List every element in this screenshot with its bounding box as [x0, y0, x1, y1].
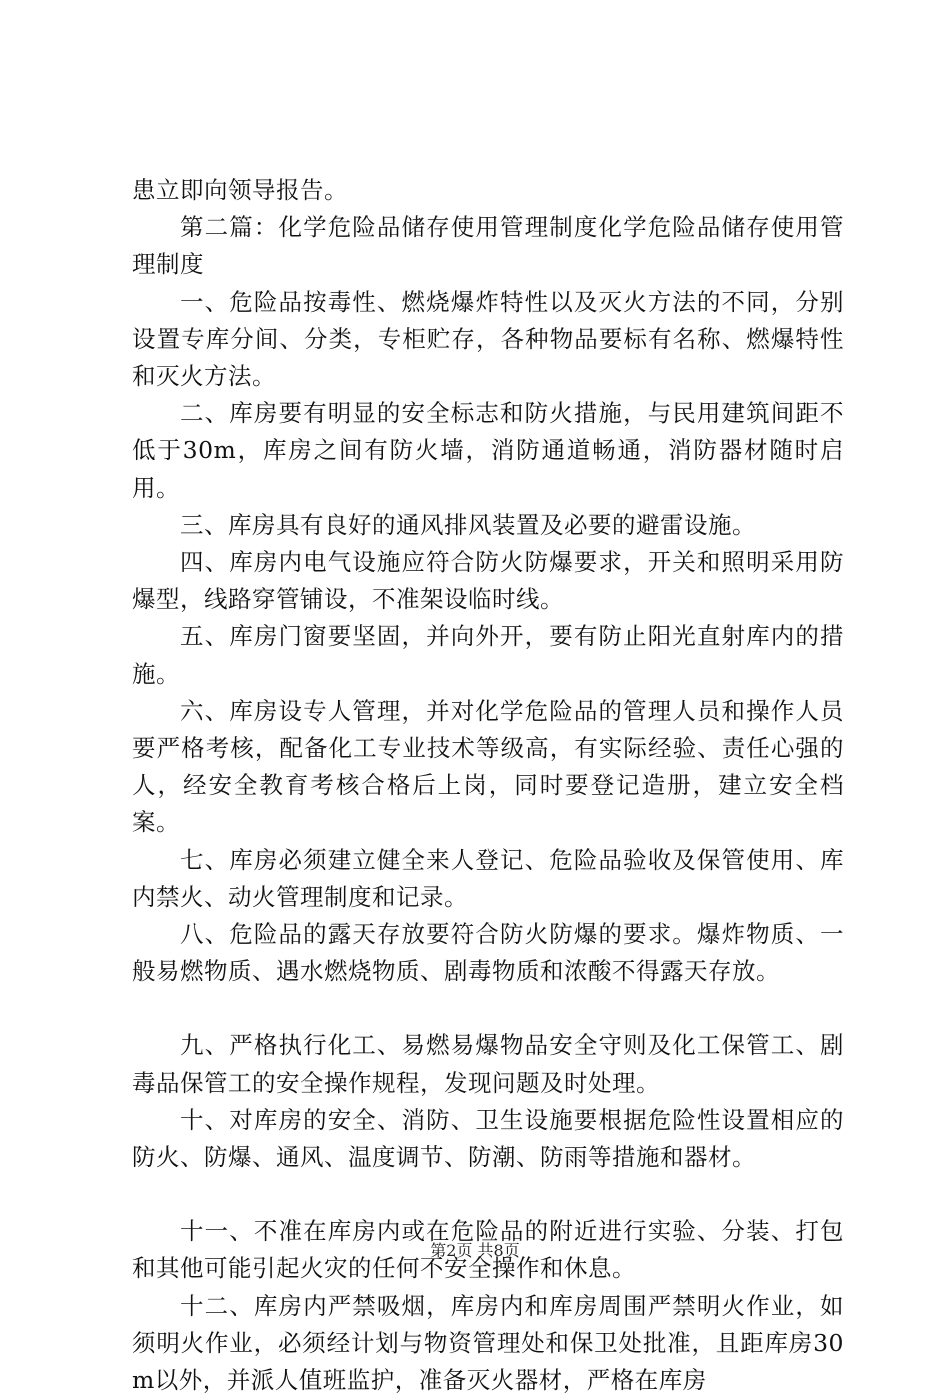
paragraph-4: 三、库房具有良好的通风排风装置及必要的避雷设施。 — [180, 510, 756, 539]
paragraph-3: 二、库房要有明显的安全标志和防火措施，与民用建筑间距不低于30m，库房之间有防火墙，消防通道畅通，消防器材随时启用。 — [132, 399, 844, 502]
paragraph-9: 八、危险品的露天存放要符合防火防爆的要求。爆炸物质、一般易燃物质、遇水燃烧物质、剧毒物质和浓酸不得露天存放。 — [132, 920, 844, 986]
paragraph-13: 十二、库房内严禁吸烟，库房内和库房周围严禁明火作业，如须明火作业，必须经计划与物资管理处和保卫处批准，且距库房30m以外，并派人值班监护，准备灭火器材，严格在库房 — [132, 1291, 844, 1395]
paragraph-10: 九、严格执行化工、易燃易爆物品安全守则及化工保管工、剧毒品保管工的安全操作规程，发现问题及时处理。 — [132, 1031, 844, 1097]
paragraph-0: 患立即向领导报告。 — [132, 176, 348, 204]
paragraph-6: 五、库房门窗要坚固，并向外开，要有防止阳光直射库内的措施。 — [132, 622, 844, 688]
paragraph-12: 十一、不准在库房内或在危险品的附近进行实验、分装、打包和其他可能引起火灾的任何不安全操作和休息。 — [132, 1217, 844, 1283]
document-body — [132, 172, 844, 1399]
paragraph-8: 七、库房必须建立健全来人登记、危险品验收及保管使用、库内禁火、动火管理制度和记录。 — [132, 845, 844, 911]
paragraph-11: 十、对库房的安全、消防、卫生设施要根据危险性设置相应的防火、防爆、通风、温度调节、防潮、防雨等措施和器材。 — [132, 1105, 844, 1172]
paragraph-2: 一、危险品按毒性、燃烧爆炸特性以及灭火方法的不同，分别设置专库分间、分类，专柜贮存，各种物品要标有名称、燃爆特性和灭火方法。 — [132, 287, 844, 391]
paragraph-5: 四、库房内电气设施应符合防火防爆要求，开关和照明采用防爆型，线路穿管铺设，不准架设临时线。 — [132, 548, 844, 614]
page-number-footer: 第2页 共8页 — [430, 1241, 520, 1260]
paragraph-7: 六、库房设专人管理，并对化学危险品的管理人员和操作人员要严格考核，配备化工专业技术等级高，有实际经验、责任心强的人，经安全教育考核合格后上岗，同时要登记造册，建立安全档案。 — [132, 696, 844, 837]
paragraph-1: 第二篇：化学危险品储存使用管理制度化学危险品储存使用管理制度 — [132, 213, 844, 279]
